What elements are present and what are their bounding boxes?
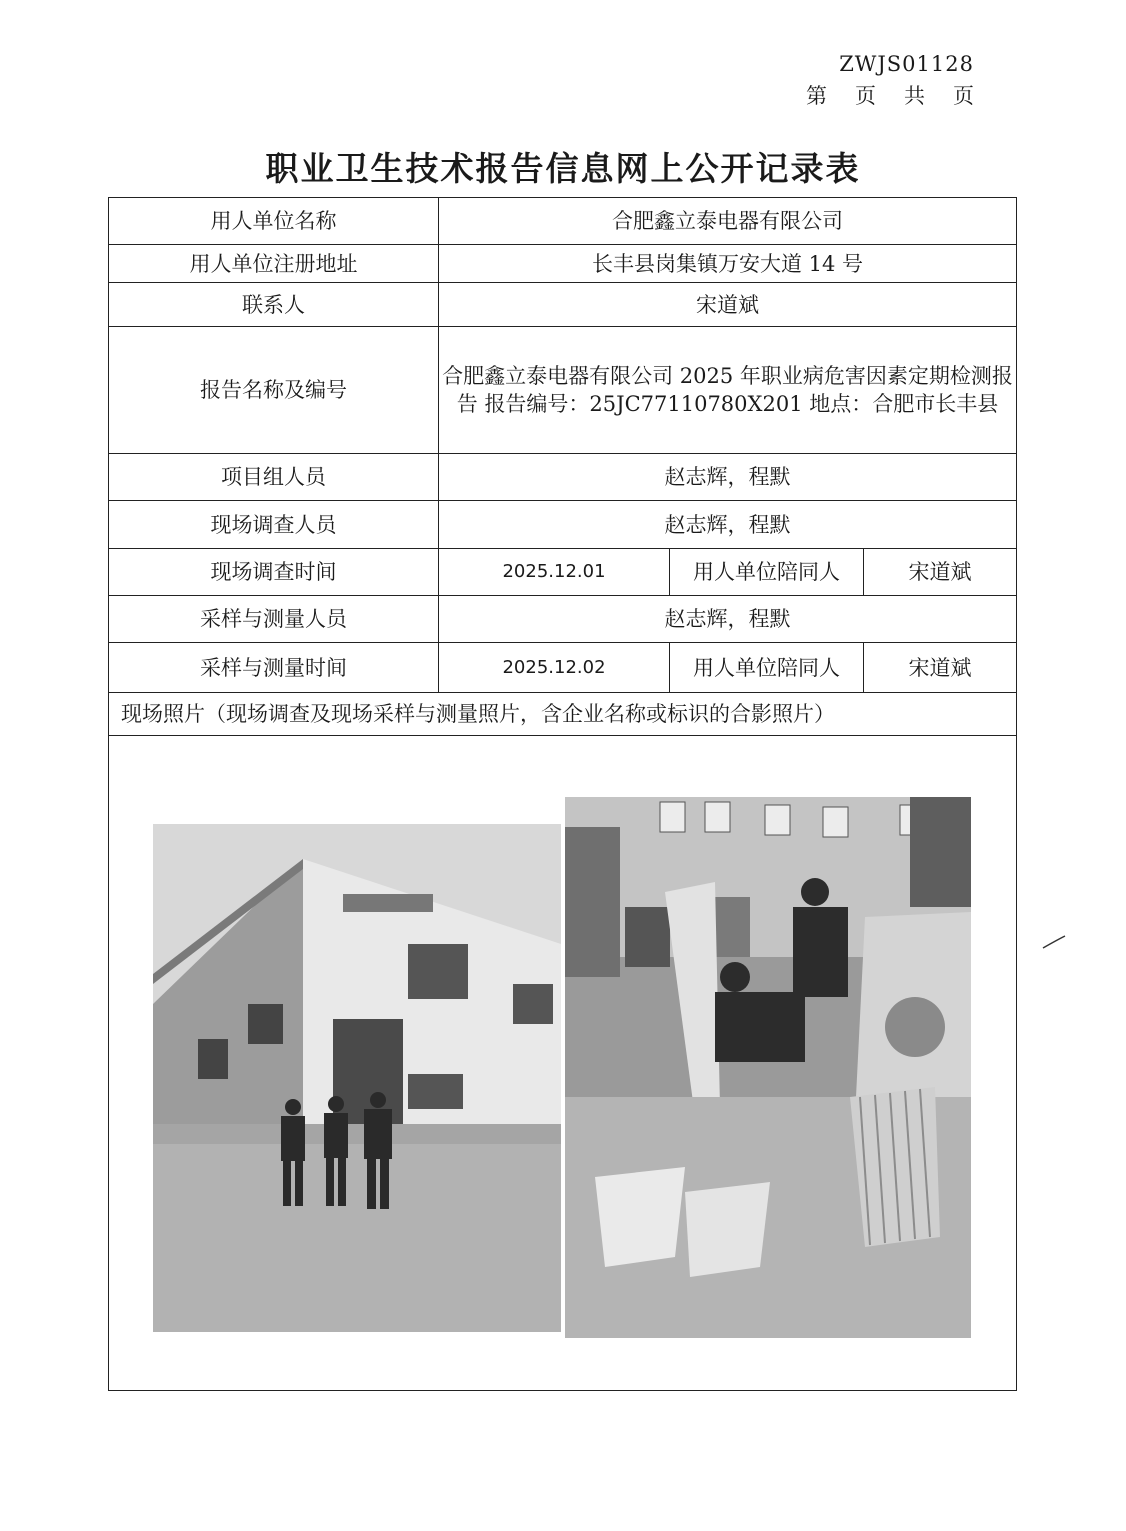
report-location: 地点：合肥市长丰县 bbox=[809, 392, 999, 416]
page-ye: 页 bbox=[855, 84, 876, 108]
sampling-staff-label: 采样与测量人员 bbox=[109, 596, 439, 643]
workshop-interior-photo bbox=[565, 797, 971, 1338]
row-report bbox=[109, 327, 1017, 454]
address-label: 用人单位注册地址 bbox=[109, 245, 439, 283]
sampling-time-value: 2025.12.02 bbox=[439, 643, 670, 693]
page-title: 职业卫生技术报告信息网上公开记录表 bbox=[265, 149, 861, 188]
sampling-time-label: 采样与测量时间 bbox=[109, 643, 439, 693]
page-gong: 共 bbox=[904, 84, 925, 108]
page-ye2: 页 bbox=[953, 84, 974, 108]
row-survey-time bbox=[109, 549, 1017, 596]
sampling-escort-label: 用人单位陪同人 bbox=[670, 643, 864, 693]
contact-value: 宋道斌 bbox=[439, 283, 1017, 327]
report-name-line1: 合肥鑫立泰电器有限公司 2025 年职业病危害因素定期检测报 bbox=[442, 364, 1013, 388]
report-name-line2: 告 bbox=[456, 392, 478, 416]
report-number: 报告编号：25JC77110780X201 bbox=[484, 392, 803, 416]
survey-escort-value: 宋道斌 bbox=[864, 549, 1017, 596]
form-code: ZWJS01128 bbox=[839, 52, 974, 76]
team-value: 赵志辉，程默 bbox=[439, 454, 1017, 501]
survey-staff-value: 赵志辉，程默 bbox=[439, 501, 1017, 549]
team-label: 项目组人员 bbox=[109, 454, 439, 501]
sampling-escort-value: 宋道斌 bbox=[864, 643, 1017, 693]
row-contact bbox=[109, 283, 1017, 327]
row-survey-staff bbox=[109, 501, 1017, 549]
survey-time-label: 现场调查时间 bbox=[109, 549, 439, 596]
survey-escort-label: 用人单位陪同人 bbox=[670, 549, 864, 596]
survey-staff-label: 现场调查人员 bbox=[109, 501, 439, 549]
unit-name-value: 合肥鑫立泰电器有限公司 bbox=[439, 198, 1017, 245]
unit-name-label: 用人单位名称 bbox=[109, 198, 439, 245]
address-value: 长丰县岗集镇万安大道 14 号 bbox=[439, 245, 1017, 283]
report-label: 报告名称及编号 bbox=[109, 327, 439, 454]
page-di: 第 bbox=[806, 84, 827, 108]
survey-time-value: 2025.12.01 bbox=[439, 549, 670, 596]
report-value bbox=[439, 327, 1017, 454]
page-info bbox=[778, 80, 974, 110]
photos-cell bbox=[109, 736, 1017, 1391]
row-unit-name bbox=[109, 198, 1017, 245]
photos-heading: 现场照片（现场调查及现场采样与测量照片，含企业名称或标识的合影照片） bbox=[109, 693, 1017, 736]
record-table bbox=[108, 197, 1017, 1391]
row-sampling-staff bbox=[109, 596, 1017, 643]
sampling-staff-value: 赵志辉，程默 bbox=[439, 596, 1017, 643]
row-photos-heading bbox=[109, 693, 1017, 736]
row-sampling-time bbox=[109, 643, 1017, 693]
row-address bbox=[109, 245, 1017, 283]
contact-label: 联系人 bbox=[109, 283, 439, 327]
pen-mark bbox=[1042, 935, 1066, 949]
factory-exterior-photo bbox=[153, 824, 561, 1332]
row-team bbox=[109, 454, 1017, 501]
row-photos bbox=[109, 736, 1017, 1391]
